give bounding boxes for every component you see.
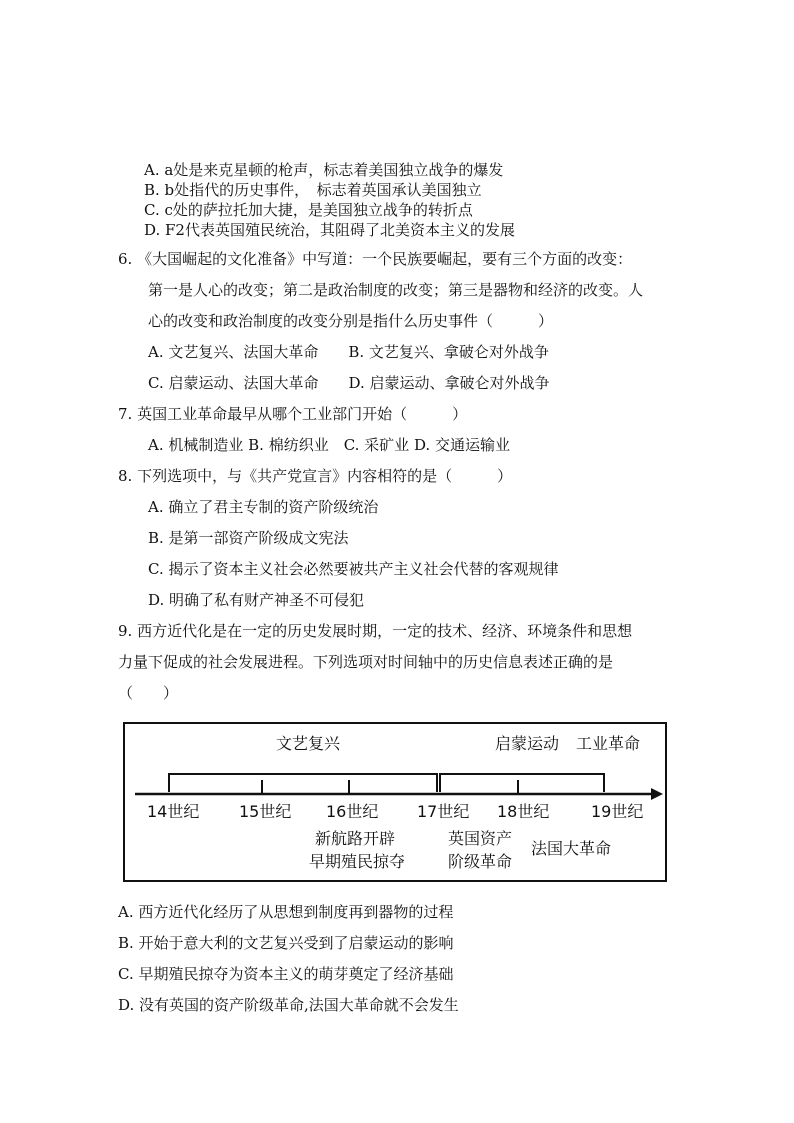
- new-route-label: 新航路开辟: [315, 829, 396, 848]
- q7-options: A. 机械制造业 B. 棉纺织业 C. 采矿业 D. 交通运输业: [148, 436, 510, 454]
- renaissance-bracket: [169, 774, 437, 792]
- q5-option-a: A. a处是来克星顿的枪声，标志着美国独立战争的爆发: [144, 161, 504, 179]
- q8-stem: 8. 下列选项中，与《共产党宣言》内容相符的是（ ）: [118, 467, 513, 485]
- q9-stem-line-2: 力量下促成的社会发展进程。下列选项对时间轴中的历史信息表述正确的是: [118, 653, 614, 671]
- century-label-17: 17世纪: [417, 802, 470, 821]
- enlightenment-bracket: [440, 774, 604, 792]
- english-revolution-label-line-2: 阶级革命: [448, 852, 513, 871]
- q6-stem-line-1: 6. 《大国崛起的文化准备》中写道：一个民族要崛起，要有三个方面的改变：: [118, 250, 633, 268]
- q8-option-a: A. 确立了君主专制的资产阶级统治: [148, 498, 379, 516]
- q6-stem-line-3: 心的改变和政治制度的改变分别是指什么历史事件（ ）: [148, 312, 554, 330]
- timeline-axis-arrowhead: [651, 788, 663, 800]
- q9-option-b: B. 开始于意大利的文艺复兴受到了启蒙运动的影响: [118, 934, 454, 952]
- industrial-revolution-label: 工业革命: [576, 734, 641, 753]
- q9-stem-line-1: 9. 西方近代化是在一定的历史发展时期，一定的技术、经济、环境条件和思想: [118, 622, 633, 640]
- century-label-16: 16世纪: [326, 802, 379, 821]
- q7-stem: 7. 英国工业革命最早从哪个工业部门开始（ ）: [118, 405, 468, 423]
- q9-option-a: A. 西方近代化经历了从思想到制度再到器物的过程: [118, 903, 454, 921]
- q9-option-d: D. 没有英国的资产阶级革命,法国大革命就不会发生: [118, 996, 459, 1014]
- q9-option-c: C. 早期殖民掠夺为资本主义的萌芽奠定了经济基础: [118, 965, 454, 983]
- enlightenment-label: 启蒙运动: [495, 734, 560, 753]
- timeline-figure: [123, 722, 667, 882]
- century-label-19: 19世纪: [591, 802, 644, 821]
- century-label-18: 18世纪: [497, 802, 550, 821]
- q6-options-cd: C. 启蒙运动、法国大革命 D. 启蒙运动、拿破仑对外战争: [148, 374, 550, 392]
- q8-option-d: D. 明确了私有财产神圣不可侵犯: [148, 591, 365, 609]
- q8-option-b: B. 是第一部资产阶级成文宪法: [148, 529, 349, 547]
- century-label-14: 14世纪: [147, 802, 200, 821]
- renaissance-label: 文艺复兴: [276, 734, 341, 753]
- q8-option-c: C. 揭示了资本主义社会必然要被共产主义社会代替的客观规律: [148, 560, 559, 578]
- q5-option-c: C. c处的萨拉托加大捷，是美国独立战争的转折点: [144, 201, 473, 219]
- early-colonial-plunder-label: 早期殖民掠夺: [309, 852, 406, 871]
- q6-stem-line-2: 第一是人心的改变；第二是政治制度的改变；第三是器物和经济的改变。人: [148, 281, 644, 299]
- french-revolution-label: 法国大革命: [531, 839, 612, 858]
- q5-option-d: D. F2代表英国殖民统治，其阻碍了北美资本主义的发展: [144, 221, 515, 239]
- english-revolution-label-line-1: 英国资产: [448, 829, 513, 848]
- q6-options-ab: A. 文艺复兴、法国大革命 B. 文艺复兴、拿破仑对外战争: [148, 343, 549, 361]
- q9-stem-line-3: （ ）: [118, 684, 179, 702]
- q5-option-b: B. b处指代的历史事件， 标志着英国承认美国独立: [144, 181, 482, 199]
- century-label-15: 15世纪: [239, 802, 292, 821]
